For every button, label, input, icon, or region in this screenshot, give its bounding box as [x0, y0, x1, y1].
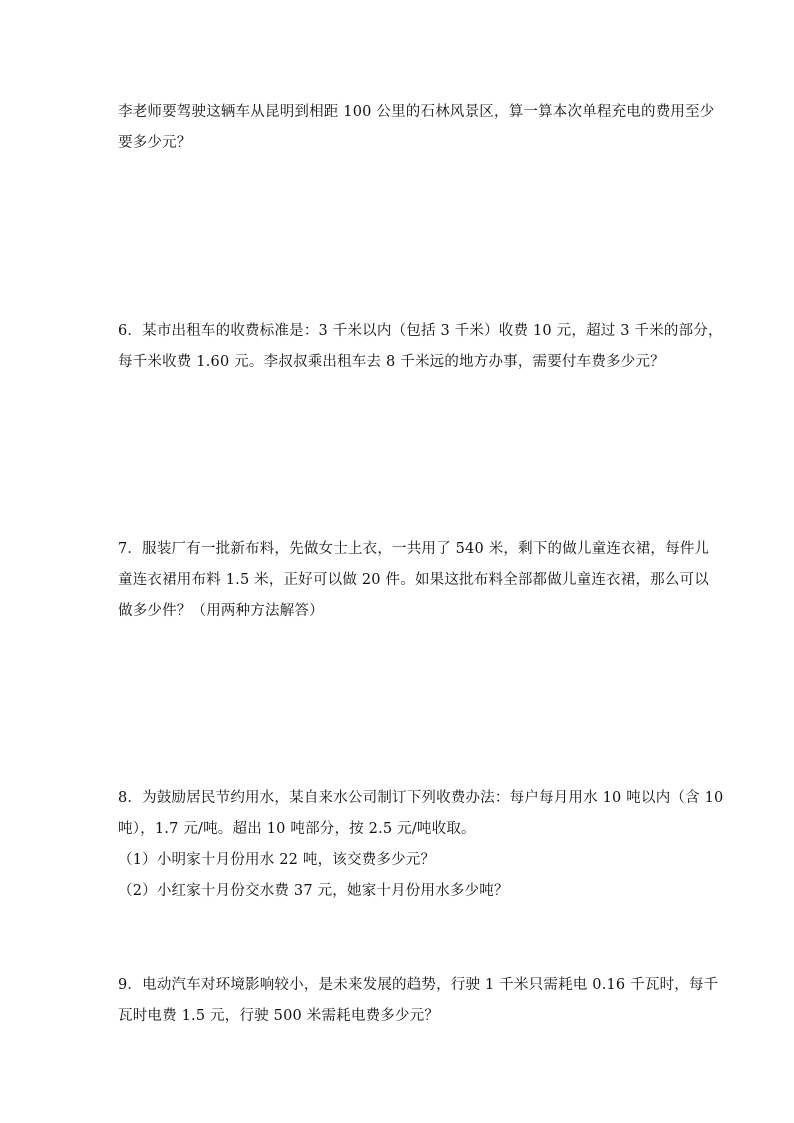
question-7-line-1: 7．服装厂有一批新布料，先做女士上衣，一共用了 540 米，剩下的做儿童连衣裙，每件儿 [118, 541, 710, 557]
question-8-line-2: 吨），1.7 元/吨。超出 10 吨部分，按 2.5 元/吨收取。 [118, 821, 476, 837]
intro-line-2: 要多少元？ [118, 135, 192, 151]
question-8-sub-1: （1）小明家十月份用水 22 吨，该交费多少元？ [118, 852, 436, 868]
question-7-line-3: 做多少件？（用两种方法解答） [118, 603, 324, 619]
question-8-line-1: 8．为鼓励居民节约用水，某自来水公司制订下列收费办法：每户每月用水 10 吨以内（含 10 [118, 790, 724, 806]
question-6-line-1: 6．某市出租车的收费标准是：3 千米以内（包括 3 千米）收费 10 元，超过 3 千米的部分， [118, 323, 723, 339]
question-7-line-2: 童连衣裙用布料 1.5 米，正好可以做 20 件。如果这批布料全部都做儿童连衣裙，那么可以 [118, 572, 709, 588]
question-9-line-1: 9．电动汽车对环境影响较小，是未来发展的趋势，行驶 1 千米只需耗电 0.16 千瓦时，每千 [118, 977, 719, 993]
question-9-line-2: 瓦时电费 1.5 元，行驶 500 米需耗电费多少元？ [118, 1008, 440, 1024]
question-8-sub-2: （2）小红家十月份交水费 37 元，她家十月份用水多少吨？ [118, 883, 509, 899]
question-6-line-2: 每千米收费 1.60 元。李叔叔乘出租车去 8 千米远的地方办事，需要付车费多少元？ [118, 354, 665, 370]
intro-line-1: 李老师要驾驶这辆车从昆明到相距 100 公里的石林风景区，算一算本次单程充电的费用至少 [118, 104, 715, 120]
